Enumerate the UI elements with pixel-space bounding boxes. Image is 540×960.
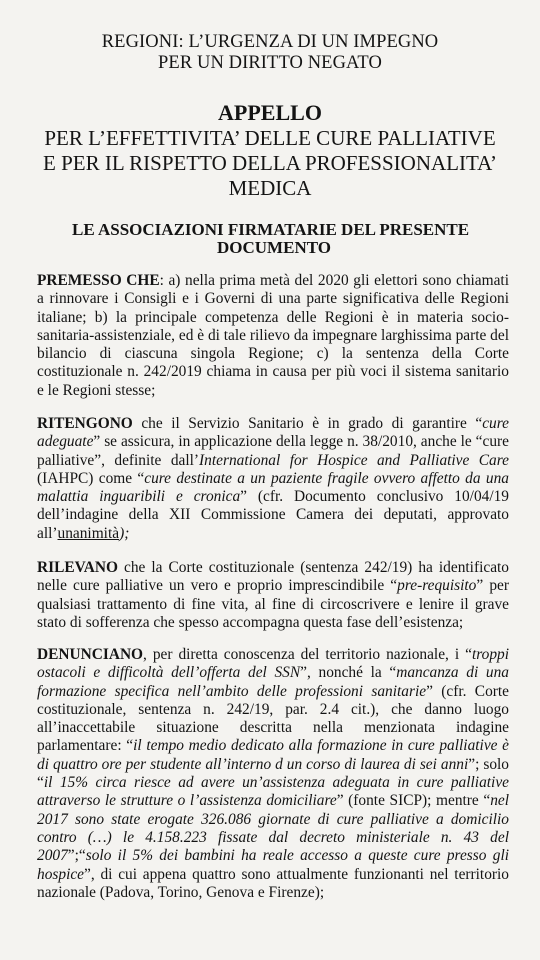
denunciano-italic-5: nel 2017 sono state erogate 326.086 giornate di cure palliative a domicilio contro (…) le 4.158.223 fissate dal decreto ministeriale n. 43 del 2007 — [37, 792, 509, 865]
ritengono-text-2: ” se assicura, in applicazione della legge n. 38/2010, anche le “cure palliative”, definite dall’ — [37, 433, 509, 469]
title-line-3: MEDICA — [228, 176, 312, 200]
paragraph-denunciano — [37, 646, 509, 902]
denunciano-italic-3: il tempo medio dedicato alla formazione in cure palliative è di quattro ore per studente all’interno d un corso di laurea di sei anni — [37, 737, 509, 773]
ritengono-text-5: ); — [119, 524, 130, 542]
denunciano-text-2: ”, nonché la “ — [300, 664, 397, 682]
premesso-text: : a) nella prima metà del 2020 gli elettori sono chiamati a rinnovare i Consigli e i Governi di una parte significativa delle Regioni italiane; b) la principale competenza delle Regioni è in materia socio-sanitaria-assistenziale, ed è di tale rilievo da impegnare larghissima parte del bilancio di ciascuna singola Regione; c) la sentenza della Corte costituzionale n. 242/2019 chiama in causa per più voci il sistema sanitario e le Regioni stesse; — [37, 272, 509, 399]
rilevano-text-2: ” per qualsiasi trattamento di fine vita, al fine di circoscrivere e lenire il grave stato di sofferenza che spesso accompagna questa fase dell’esistenza; — [37, 577, 509, 631]
paragraph-ritengono — [37, 415, 509, 543]
denunciano-text-1: , per diretta conoscenza del territorio nazionale, i “ — [143, 646, 472, 663]
ritengono-text-4: ” (cfr. Documento conclusivo 10/04/19 dell’indagine della XII Commissione Camera dei deputati, approvato all’ — [37, 488, 509, 542]
denunciano-text-5: ” (fonte SICP); mentre “ — [336, 792, 491, 810]
denunciano-lead: DENUNCIANO — [37, 646, 144, 663]
header-line-1: REGIONI: L’URGENZA DI UN IMPEGNO — [101, 32, 439, 52]
header-line-2: PER UN DIRITTO NEGATO — [158, 53, 382, 73]
ritengono-italic-2: International for Hospice and Palliative Care — [199, 451, 509, 469]
paragraph-rilevano — [37, 559, 509, 632]
premesso-lead: PREMESSO CHE — [37, 272, 160, 289]
ritengono-italic-1: cure adeguate — [37, 415, 509, 451]
title-line-1: PER L’EFFETTIVITA’ DELLE CURE PALLIATIVE — [44, 126, 496, 150]
denunciano-text-7: ”, di cui appena quattro sono attualmente funzionanti nel territorio nazionale (Padova, Torino, Genova e Firenze); — [37, 865, 509, 901]
rilevano-text-1: che la Corte costituzionale (sentenza 242/19) ha identificato nelle cure palliative un vero e proprio imprescindibile “ — [37, 559, 509, 595]
rilevano-italic-1: pre-requisito — [397, 577, 477, 595]
appello-title: APPELLO — [218, 100, 322, 125]
ritengono-text-1: che il Servizio Sanitario è in grado di garantire “ — [132, 415, 483, 432]
associations-heading-line-1: LE ASSOCIAZIONI FIRMATARIE DEL PRESENTE — [72, 220, 470, 239]
denunciano-text-6: ”;“ — [67, 847, 86, 865]
denunciano-italic-6: solo il 5% dei bambini ha reale accesso a queste cure presso gli hospice — [37, 847, 509, 883]
denunciano-text-3: ” (cfr. Corte costituzionale, sentenza n. 242/19, par. 2.4 cit.), che danno luogo all’inaccettabile situazione descritta nella menzionata indagine parlamentare: “ — [37, 682, 510, 755]
ritengono-lead: RITENGONO — [37, 415, 133, 432]
ritengono-underlined: unanimità — [57, 524, 120, 542]
title-line-2: E PER IL RISPETTO DELLA PROFESSIONALITA’ — [43, 151, 497, 175]
ritengono-italic-3: cure destinate a un paziente fragile ovvero affetto da una malattia inguaribili e cronica — [37, 469, 509, 506]
denunciano-italic-2: mancanza di una formazione specifica nell’ambito delle professioni sanitarie — [37, 664, 509, 700]
associations-heading-line-2: DOCUMENTO — [217, 238, 331, 257]
denunciano-italic-4: il 15% circa riesce ad avere un’assistenza adeguata in cure palliative attraverso le strutture o l’assistenza domiciliare — [37, 774, 509, 810]
paragraph-premesso — [37, 272, 509, 400]
denunciano-text-4: ”; solo “ — [37, 755, 509, 792]
rilevano-lead: RILEVANO — [37, 559, 118, 576]
ritengono-text-3: (IAHPC) come “ — [37, 469, 145, 487]
denunciano-italic-1: troppi ostacoli e difficoltà dell’offerta del SSN — [37, 646, 509, 682]
